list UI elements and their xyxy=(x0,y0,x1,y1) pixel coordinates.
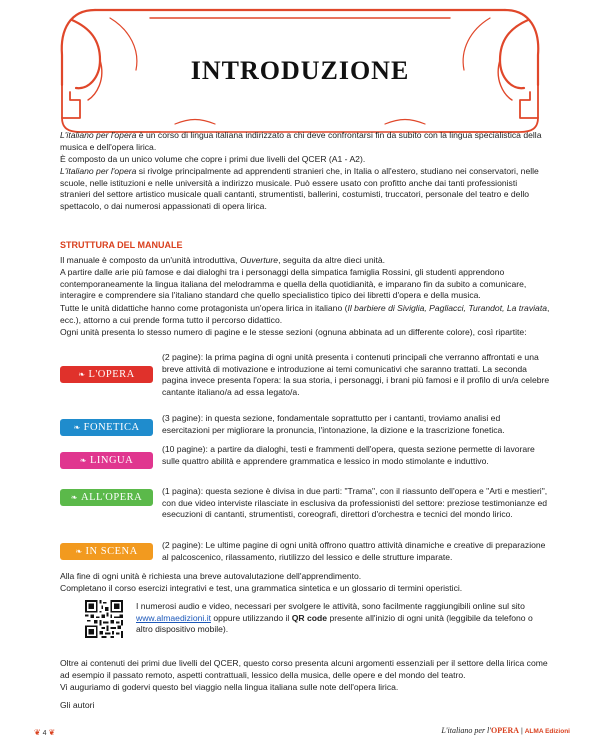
brand-name xyxy=(441,726,519,735)
qr-code-bold: QR code xyxy=(291,612,328,623)
intro-paragraph-1 xyxy=(60,130,550,153)
section-badge-fonetica xyxy=(60,419,153,436)
intro-paragraph-2: È composto da un unico volume che copre i primi due livelli del QCER (A1 - A2). xyxy=(60,154,366,164)
intro-text-1: è un corso di lingua italiana indirizzato a chi deve confrontarsi fin da subito con la lingua specialistica della musica e dell'opera lirica. xyxy=(60,130,542,152)
section-desc-opera: (2 pagine): la prima pagina di ogni unità presenta i contenuti principali che verranno affrontati e una breve attività di motivazione e introduzione ai temi comunicativi che saranno trattati. La seconda pagina invece presenta l'opera: la sua storia, i personaggi, i brani più famosi e il profilo di un/a celebre cantante italiano/a ad essa legato/a. xyxy=(162,352,550,397)
badge-ornament-icon: ❧ xyxy=(79,456,87,465)
signature: Gli autori xyxy=(60,700,95,710)
badge-label: L'OPERA xyxy=(88,369,135,380)
section-desc-allopera: (1 pagina): questa sezione è divisa in due parti: "Trama", con il riassunto dell'opera e "Arti e mestieri", con due video interviste rilasciate in esclusiva da professionisti del settore: preziose testimonianze ed esecuzioni di cantanti, strumentisti, coreografi, direttori d'orchestra e tecnici del mondo lirico. xyxy=(162,486,548,520)
structure-text-3a: Tutte le unità didattiche hanno come protagonista un'opera lirica in italiano ( xyxy=(60,303,348,313)
leaf-icon: ❦ xyxy=(48,728,56,737)
qr-text-3: presente all'inizio di ogni unità (leggibile da telefono o altro dispositivo mobile). xyxy=(136,612,533,635)
closing-paragraph-1: Oltre ai contenuti dei primi due livelli del QCER, questo corso presenta alcuni argomenti essenziali per il settore della lirica come ad esempio il passato remoto, aspetti contrattuali, lessico della musica, delle opere e del mondo del teatro. xyxy=(60,658,548,680)
brand-opera: OPERA xyxy=(491,726,519,735)
alma-website-link[interactable]: www.almaedizioni.it xyxy=(136,612,211,623)
closing-paragraph-2: Vi auguriamo di godervi questo bel viaggio nella lingua italiana sulle note dell'opera lirica. xyxy=(60,682,399,692)
badge-label: IN SCENA xyxy=(85,546,138,557)
badge-ornament-icon: ❧ xyxy=(70,493,78,502)
ouverture-em: Ouverture xyxy=(239,255,279,265)
section-desc-lingua: (10 pagine): a partire da dialoghi, testi e frammenti dell'opera, questa sezione permette di lavorare sulle quattro abilità e apprendere grammatica e lessico in modo stimolante e induttivo. xyxy=(162,444,535,466)
badge-label: FONETICA xyxy=(83,422,140,433)
badge-ornament-icon: ❧ xyxy=(73,423,81,432)
section-badge-opera xyxy=(60,366,153,383)
leaf-icon: ❦ xyxy=(34,728,41,737)
structure-paragraph-2: A partire dalle arie più famose e dai dialoghi tra i personaggi della simpatica famiglia Rossini, gli studenti apprendono contemporaneamente la lingua italiana del melodramma e quella della quotidianità, e imparano fin da subito a comunicare, interagire e comprendere sia l'italiano standard che quello specialistico tipico dei libretti d'opera e della musica. xyxy=(60,267,527,301)
brand-footer xyxy=(441,726,570,735)
structure-text-1a: Il manuale è composto da un'unità introduttiva, xyxy=(60,255,240,265)
qr-text-1: I numerosi audio e video, necessari per svolgere le attività, sono facilmente raggiungibili online sul sito xyxy=(136,601,525,611)
page-number-footer xyxy=(34,728,55,737)
badge-label: LINGUA xyxy=(89,455,134,466)
badge-ornament-icon: ❧ xyxy=(78,370,86,379)
intro-text-3: si rivolge principalmente ad apprendenti stranieri che, in Italia o all'estero, studiano nei conservatori, nelle scuole, nelle istituzioni e nelle università a indirizzo musicale. Può essere usato con profitto anche dai tanti professionisti stranieri del settore artistico musicale quali cantanti, strumentisti, ballerini, costumisti, truccatori, personale del teatro e dello spettacolo, o dai numerosi appassionati di opera lirica. xyxy=(60,166,539,211)
publisher-name: ALMA Edizioni xyxy=(524,728,570,735)
structure-paragraph-1 xyxy=(60,255,550,267)
qr-text-2: oppure utilizzando il xyxy=(211,612,292,623)
qr-paragraph xyxy=(136,601,550,636)
badge-label: ALL'OPERA xyxy=(80,492,143,503)
badge-ornament-icon: ❧ xyxy=(75,547,83,556)
section-desc-fonetica: (3 pagine): in questa sezione, fondamentale soprattutto per i cantanti, troviamo analisi ed esercitazioni per migliorare la pronuncia, l'intonazione, la dizione e la trascrizione fonetica. xyxy=(162,413,505,435)
section-badge-inscena xyxy=(60,543,153,560)
section-badge-allopera xyxy=(60,489,153,506)
structure-text-3b: , ecc.), attorno a cui prende forma tutto il percorso didattico. xyxy=(60,303,550,325)
section-desc-inscena: (2 pagine): Le ultime pagine di ogni unità offrono quattro attività dinamiche e creative di preparazione al palcoscenico, rilassamento, riutilizzo del lessico e delle strutture imparate. xyxy=(162,540,546,562)
course-title-em: L'italiano per l'opera xyxy=(60,166,137,176)
qr-code-icon[interactable] xyxy=(85,600,123,638)
opera-list-em: Il barbiere di Siviglia, Pagliacci, Turandot, La traviata xyxy=(347,303,547,313)
intro-paragraph-3 xyxy=(60,166,550,212)
course-title-em: L'italiano per l'opera xyxy=(60,130,137,140)
after-paragraph-2: Completano il corso esercizi integrativi e test, una grammatica sintetica e un glossario di termini operistici. xyxy=(60,583,463,593)
structure-paragraph-4: Ogni unità presenta lo stesso numero di pagine e le stesse sezioni (ognuna abbinata ad un differente colore), così ripartite: xyxy=(60,327,527,337)
page-number: 4 xyxy=(42,730,47,737)
structure-text-1b: , seguita da altre dieci unità. xyxy=(278,255,386,265)
brand-separator: | xyxy=(520,728,523,735)
brand-prefix: L'italiano per l' xyxy=(441,726,491,735)
structure-paragraph-3 xyxy=(60,303,550,326)
after-paragraph-1: Alla fine di ogni unità è richiesta una breve autovalutazione dell'apprendimento. xyxy=(60,571,362,581)
section-badge-lingua xyxy=(60,452,153,469)
section-heading: STRUTTURA DEL MANUALE xyxy=(60,240,183,250)
page-title: INTRODUZIONE xyxy=(190,56,410,85)
